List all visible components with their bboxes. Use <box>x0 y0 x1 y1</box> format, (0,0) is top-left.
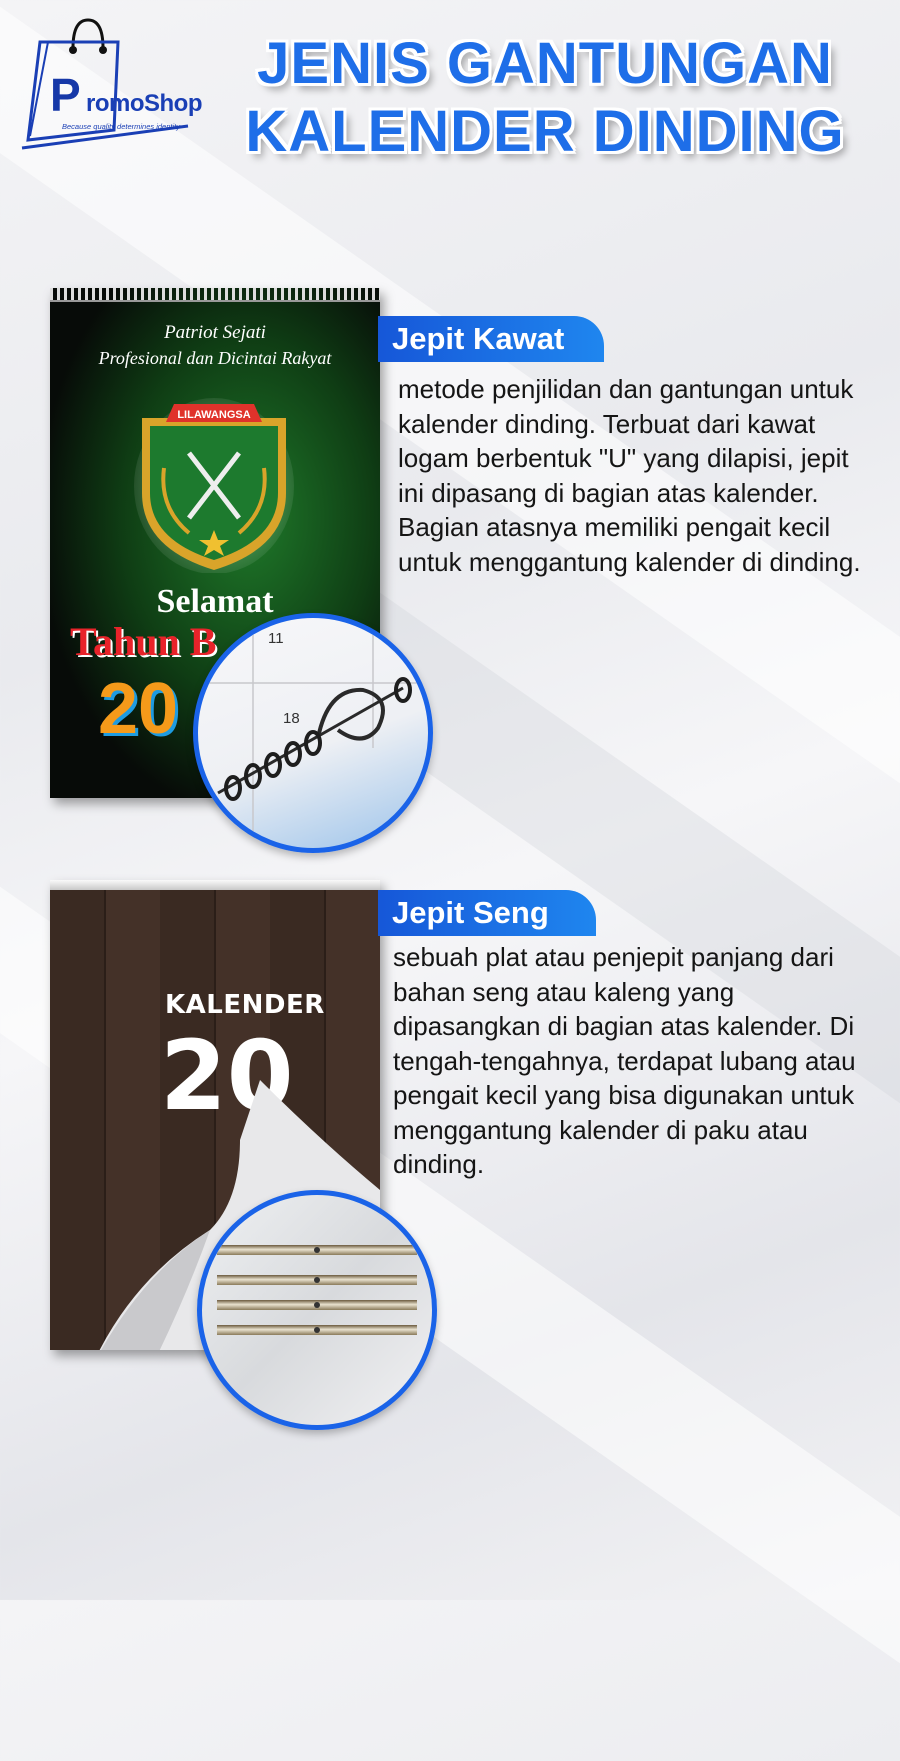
title-line-1: JENIS GANTUNGAN <box>257 31 833 96</box>
calendar-greeting-2: Tahun B <box>70 619 217 664</box>
wire-hook-closeup <box>193 613 433 853</box>
inset-date-2: 18 <box>283 710 300 727</box>
calendar-word: KALENDER <box>165 990 325 1020</box>
calendar-year: 20 <box>160 1020 294 1132</box>
shopping-bag-icon <box>18 18 198 153</box>
shield-emblem-icon <box>134 398 294 573</box>
calendar-tagline-1: Patriot Sejati <box>164 322 266 343</box>
page-title <box>215 30 875 166</box>
title-line-2: KALENDER DINDING <box>245 99 845 164</box>
brand-name-rest: romoShop <box>86 90 202 117</box>
section-label-jepit-seng: Jepit Seng <box>378 890 596 936</box>
section-description-jepit-kawat: metode penjilidan dan gantungan untuk kalender dinding. Terbuat dari kawat logam berbentuk "U" yang dilapisi, jepit ini dipasang di bagian atas kalender. Bagian atasnya memiliki pengait kecil untuk menggantung kalender di dinding. <box>398 374 861 577</box>
calendar-tagline-2: Profesional dan Dicintai Rakyat <box>98 348 332 368</box>
section-description-jepit-seng: sebuah plat atau penjepit panjang dari bahan seng atau kaleng yang dipasangkan di bagian atas kalender. Di tengah-tengahnya, terdapat lubang atau pengait kecil yang bisa digunakan untuk menggantung kalender di paku atau dinding. <box>393 942 856 1179</box>
brand-initial: P <box>50 69 81 121</box>
tin-clip-closeup <box>197 1190 437 1430</box>
tin-clip-binding <box>50 880 380 890</box>
brand-logo <box>18 18 202 153</box>
calendar-greeting-1: Selamat <box>156 583 274 620</box>
wire-binding <box>50 288 380 302</box>
brand-name <box>50 69 202 121</box>
section-label-jepit-kawat: Jepit Kawat <box>378 316 604 362</box>
emblem-banner-text: LILAWANGSA <box>177 409 251 421</box>
wire-hook-icon <box>198 618 428 848</box>
brand-tagline: Because quality determines identity <box>62 122 180 131</box>
inset-date-1: 11 <box>268 630 284 647</box>
tin-clip-strip-icon <box>202 1195 432 1425</box>
calendar-year: 20 <box>98 669 179 749</box>
